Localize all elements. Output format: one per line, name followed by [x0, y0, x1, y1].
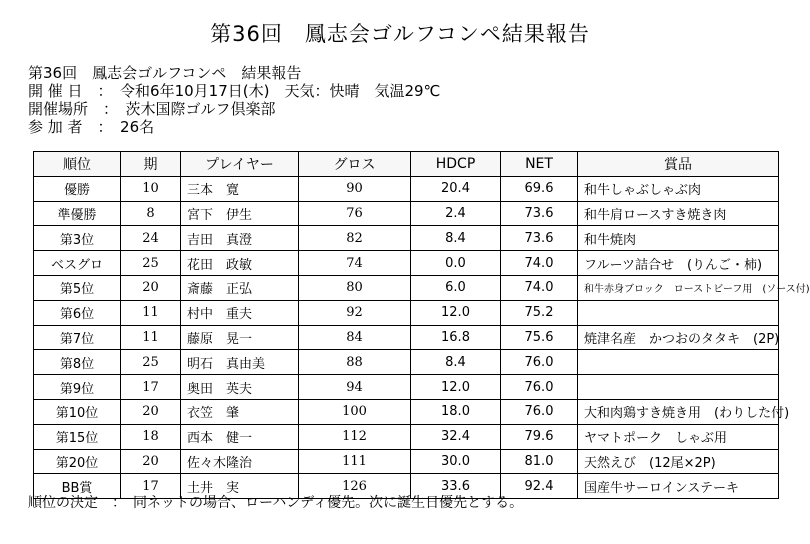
net-cell: 76.0	[501, 375, 578, 400]
table-row	[34, 275, 779, 300]
info-heading: 第36回 鳳志会ゴルフコンペ 結果報告	[28, 64, 302, 82]
net-cell: 79.6	[501, 424, 578, 449]
header-gross: グロス	[299, 152, 411, 177]
player-cell: 花田 政敏	[181, 251, 299, 276]
hdcp-cell: 18.0	[411, 399, 501, 424]
net-cell: 75.6	[501, 325, 578, 350]
gross-cell: 74	[299, 251, 411, 276]
event-info	[28, 64, 440, 136]
page-title: 第36回 鳳志会ゴルフコンペ結果報告	[210, 22, 590, 46]
rank-cell: 第9位	[34, 375, 121, 400]
info-participants: 参 加 者 ： 26名	[28, 118, 155, 136]
rank-cell: 第7位	[34, 325, 121, 350]
ki-cell: 25	[121, 251, 181, 276]
ranking-rule-note: 順位の決定 ： 同ネットの場合、ローハンディ優先。次に誕生日優先とする。	[28, 495, 524, 511]
rank-cell: 第10位	[34, 399, 121, 424]
prize-cell	[578, 300, 779, 325]
hdcp-cell: 12.0	[411, 375, 501, 400]
prize-cell: 和牛焼肉	[578, 226, 779, 251]
rank-cell: BB賞	[34, 474, 121, 499]
gross-cell: 80	[299, 275, 411, 300]
net-cell: 74.0	[501, 251, 578, 276]
player-cell: 西本 健一	[181, 424, 299, 449]
net-cell: 73.6	[501, 201, 578, 226]
prize-cell: 国産牛サーロインステーキ	[578, 474, 779, 499]
ki-cell: 20	[121, 399, 181, 424]
prize-cell: フルーツ詰合せ (りんご・柿)	[578, 251, 779, 276]
hdcp-cell: 33.6	[411, 474, 501, 499]
header-row	[34, 152, 779, 177]
gross-cell: 76	[299, 201, 411, 226]
table-row	[34, 300, 779, 325]
player-cell: 宮下 伊生	[181, 201, 299, 226]
hdcp-cell: 16.8	[411, 325, 501, 350]
player-cell: 藤原 晃一	[181, 325, 299, 350]
prize-cell: 和牛赤身ブロック ローストビーフ用 (ソース付)	[578, 275, 779, 300]
prize-cell: 焼津名産 かつおのタタキ (2P)	[578, 325, 779, 350]
prize-cell	[578, 350, 779, 375]
header-rank: 順位	[34, 152, 121, 177]
table-row	[34, 424, 779, 449]
prize-cell: 天然えび (12尾×2P)	[578, 449, 779, 474]
rank-cell: 準優勝	[34, 201, 121, 226]
header-ki: 期	[121, 152, 181, 177]
header-hdcp: HDCP	[411, 152, 501, 177]
gross-cell: 82	[299, 226, 411, 251]
table-row	[34, 176, 779, 201]
prize-cell: 大和肉鶏すき焼き用 (わりした付)	[578, 399, 779, 424]
ki-cell: 18	[121, 424, 181, 449]
info-date-weather: 開 催 日 ： 令和6年10月17日(木) 天気：快晴 気温29℃	[28, 82, 441, 100]
gross-cell: 126	[299, 474, 411, 499]
hdcp-cell: 20.4	[411, 176, 501, 201]
rank-cell: ベスグロ	[34, 251, 121, 276]
ki-cell: 11	[121, 300, 181, 325]
net-cell: 73.6	[501, 226, 578, 251]
header-player: プレイヤー	[181, 152, 299, 177]
hdcp-cell: 30.0	[411, 449, 501, 474]
player-cell: 吉田 真澄	[181, 226, 299, 251]
ki-cell: 17	[121, 474, 181, 499]
prize-cell: ヤマトポーク しゃぶ用	[578, 424, 779, 449]
player-cell: 衣笠 肇	[181, 399, 299, 424]
player-cell: 佐々木隆治	[181, 449, 299, 474]
table-row	[34, 350, 779, 375]
hdcp-cell: 0.0	[411, 251, 501, 276]
net-cell: 69.6	[501, 176, 578, 201]
net-cell: 76.0	[501, 399, 578, 424]
ki-cell: 25	[121, 350, 181, 375]
ki-cell: 20	[121, 275, 181, 300]
table-row	[34, 201, 779, 226]
table-row	[34, 449, 779, 474]
player-cell: 三本 寛	[181, 176, 299, 201]
table-row	[34, 399, 779, 424]
rank-cell: 第15位	[34, 424, 121, 449]
ki-cell: 10	[121, 176, 181, 201]
player-cell: 土井 実	[181, 474, 299, 499]
ki-cell: 8	[121, 201, 181, 226]
table-row	[34, 375, 779, 400]
gross-cell: 112	[299, 424, 411, 449]
prize-cell: 和牛肩ロースすき焼き肉	[578, 201, 779, 226]
rank-cell: 第8位	[34, 350, 121, 375]
hdcp-cell: 6.0	[411, 275, 501, 300]
gross-cell: 111	[299, 449, 411, 474]
rank-cell: 第5位	[34, 275, 121, 300]
player-cell: 村中 重夫	[181, 300, 299, 325]
hdcp-cell: 32.4	[411, 424, 501, 449]
rank-cell: 第6位	[34, 300, 121, 325]
table-row	[34, 251, 779, 276]
net-cell: 76.0	[501, 350, 578, 375]
rank-cell: 優勝	[34, 176, 121, 201]
ki-cell: 20	[121, 449, 181, 474]
hdcp-cell: 12.0	[411, 300, 501, 325]
header-net: NET	[501, 152, 578, 177]
prize-cell: 和牛しゃぶしゃぶ肉	[578, 176, 779, 201]
ki-cell: 17	[121, 375, 181, 400]
net-cell: 74.0	[501, 275, 578, 300]
gross-cell: 90	[299, 176, 411, 201]
gross-cell: 92	[299, 300, 411, 325]
hdcp-cell: 8.4	[411, 226, 501, 251]
gross-cell: 100	[299, 399, 411, 424]
gross-cell: 88	[299, 350, 411, 375]
rank-cell: 第20位	[34, 449, 121, 474]
table-row	[34, 226, 779, 251]
results-table	[33, 151, 810, 499]
info-venue: 開催場所 ： 茨木国際ゴルフ倶楽部	[28, 100, 276, 118]
net-cell: 81.0	[501, 449, 578, 474]
player-cell: 明石 真由美	[181, 350, 299, 375]
net-cell: 75.2	[501, 300, 578, 325]
hdcp-cell: 8.4	[411, 350, 501, 375]
player-cell: 斎藤 正弘	[181, 275, 299, 300]
table-row	[34, 325, 779, 350]
rank-cell: 第3位	[34, 226, 121, 251]
prize-cell	[578, 375, 779, 400]
ki-cell: 24	[121, 226, 181, 251]
player-cell: 奥田 英夫	[181, 375, 299, 400]
ki-cell: 11	[121, 325, 181, 350]
header-prize: 賞品	[578, 152, 779, 177]
hdcp-cell: 2.4	[411, 201, 501, 226]
gross-cell: 94	[299, 375, 411, 400]
net-cell: 92.4	[501, 474, 578, 499]
gross-cell: 84	[299, 325, 411, 350]
